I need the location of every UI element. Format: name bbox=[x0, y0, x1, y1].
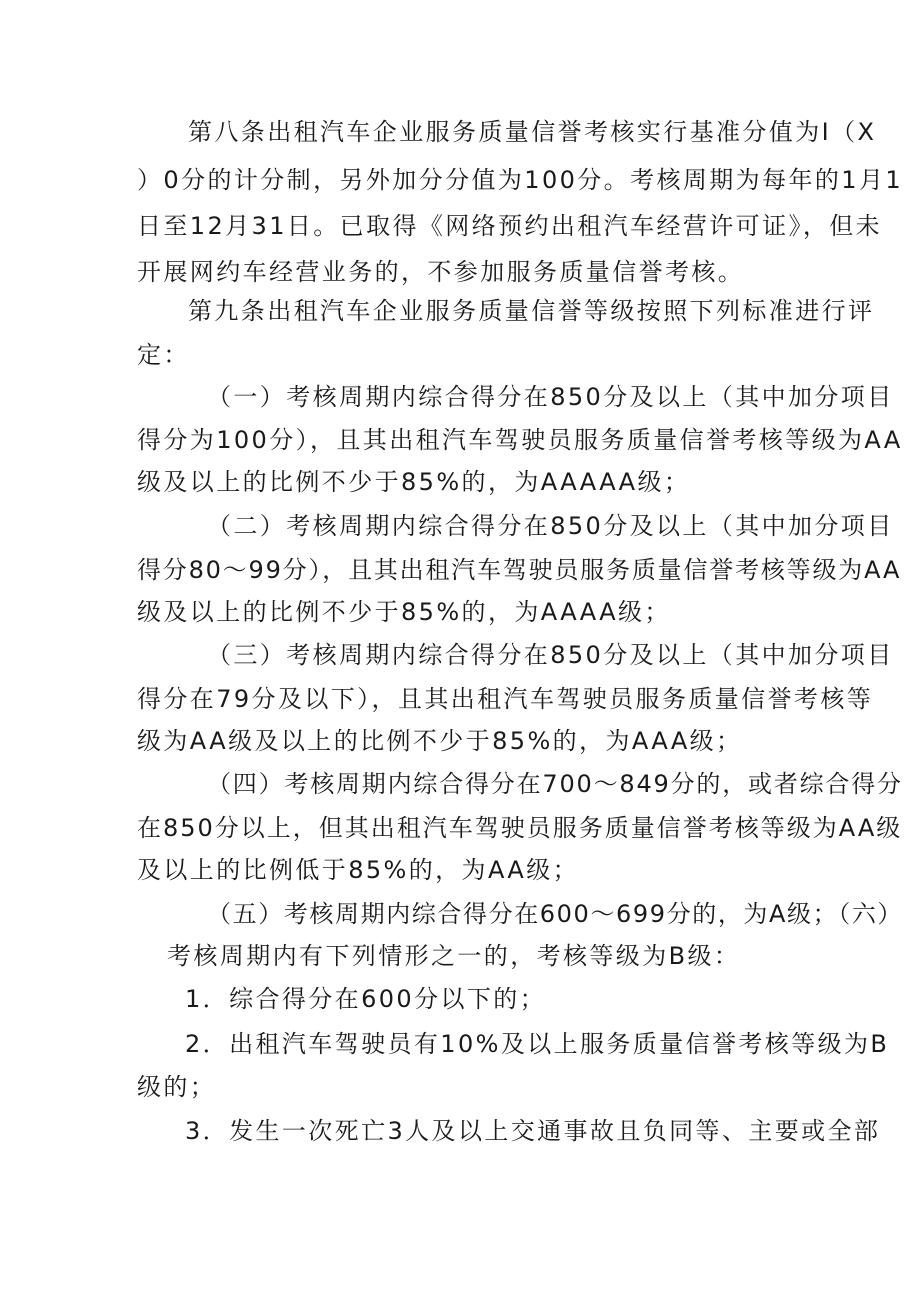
text-line: 级的； bbox=[137, 1073, 217, 1101]
text-line: 第八条出租汽车企业服务质量信誉考核实行基准分值为I（X bbox=[188, 118, 877, 146]
text-line: 日至12月31日。已取得《网络预约出租汽车经营许可证》，但未 bbox=[137, 212, 883, 240]
text-line: 第九条出租汽车企业服务质量信誉等级按照下列标准进行评 bbox=[188, 297, 875, 325]
text-line: 定： bbox=[137, 341, 190, 369]
text-line: 3．发生一次死亡3人及以上交通事故且负同等、主要或全部 bbox=[185, 1117, 881, 1145]
text-line: 考核周期内有下列情形之一的，考核等级为B级： bbox=[167, 942, 741, 970]
text-line: （三）考核周期内综合得分在850分及以上（其中加分项目 bbox=[207, 641, 894, 669]
text-line: 2．出租汽车驾驶员有10%及以上服务质量信誉考核等级为B bbox=[185, 1030, 890, 1058]
text-line: 得分在79分及以下），且其出租汽车驾驶员服务质量信誉考核等 bbox=[137, 685, 874, 713]
text-line: 得分80～99分），且其出租汽车驾驶员服务质量信誉考核等级为AA bbox=[137, 556, 902, 584]
text-line: 1．综合得分在600分以下的； bbox=[185, 985, 547, 1013]
text-line: 级及以上的比例不少于85%的，为AAAAA级； bbox=[137, 468, 691, 496]
text-line: （五）考核周期内综合得分在600～699分的，为A级；（六） bbox=[207, 900, 904, 928]
text-line: 及以上的比例低于85%的，为AA级； bbox=[137, 856, 580, 884]
text-line: ）0分的计分制，另外加分分值为100分。考核周期为每年的1月1 bbox=[137, 166, 904, 194]
text-line: （二）考核周期内综合得分在850分及以上（其中加分项目 bbox=[207, 512, 894, 540]
text-line: （一）考核周期内综合得分在850分及以上（其中加分项目 bbox=[207, 383, 894, 411]
text-line: 级及以上的比例不少于85%的，为AAAA级； bbox=[137, 598, 671, 626]
text-line: 开展网约车经营业务的，不参加服务质量信誉考核。 bbox=[137, 258, 745, 286]
text-line: 得分为100分），且其出租汽车驾驶员服务质量信誉考核等级为AA bbox=[137, 426, 903, 454]
text-line: 级为AA级及以上的比例不少于85%的，为AAA级； bbox=[137, 727, 743, 755]
text-line: 在850分以上，但其出租汽车驾驶员服务质量信誉考核等级为AA级 bbox=[137, 814, 903, 842]
text-line: （四）考核周期内综合得分在700～849分的，或者综合得分 bbox=[207, 770, 903, 798]
